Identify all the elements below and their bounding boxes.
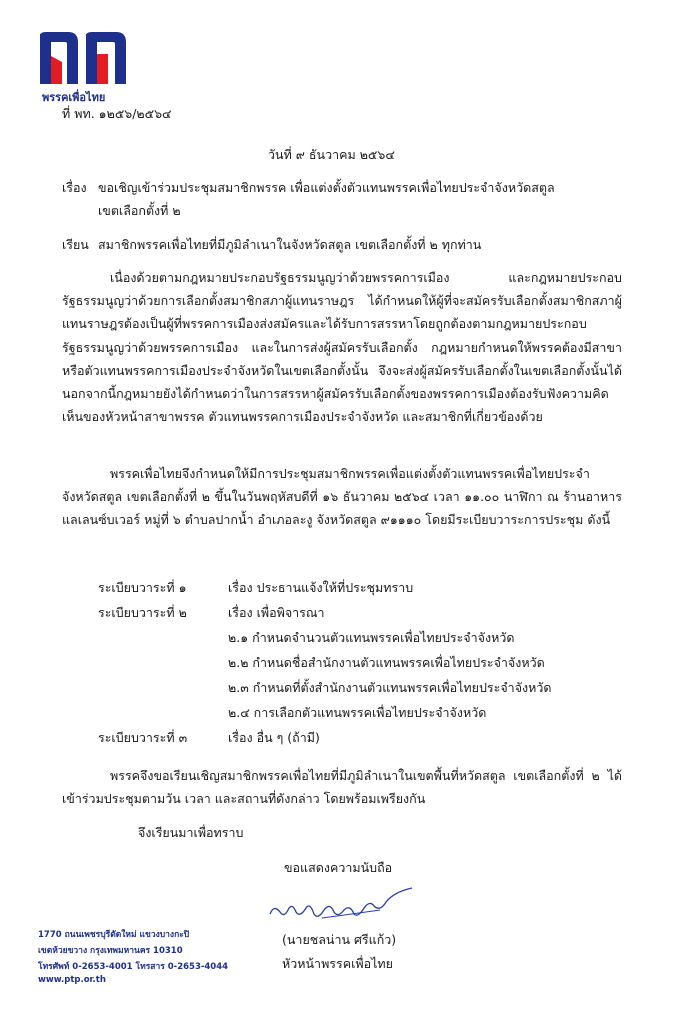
signature (262, 884, 422, 930)
letter-date: วันที่ ๙ ธันวาคม ๒๕๖๔ (268, 147, 395, 162)
agenda-item-2: เรื่อง เพื่อพิจารณา (228, 605, 325, 620)
subject-line-2: เขตเลือกตั้งที่ ๒ (98, 203, 181, 218)
body-paragraph-3: พรรคจึงขอเรียนเชิญสมาชิกพรรคเพื่อไทยที่มีภูมิลำเนาในเขตพื้นที่หวัดสตูล เขตเลือกตั้งที่ ๒ ได้เข้าร่วมประชุมตามวัน เวลา และสถานที่ดังกล่าว โดยพร้อมเพรียงกัน (62, 768, 622, 807)
sign-off: ขอแสดงความนับถือ (284, 860, 393, 875)
signatory-title: หัวหน้าพรรคเพื่อไทย (282, 956, 393, 971)
party-logo (38, 30, 130, 88)
recipient-label: เรียน (62, 237, 89, 252)
party-logo-icon (38, 30, 130, 88)
body-paragraph-2: พรรคเพื่อไทยจึงกำหนดให้มีการประชุมสมาชิกพรรคเพื่อแต่งตั้งตัวแทนพรรคเพื่อไทยประจำจังหวัดสตูล เขตเลือกตั้งที่ ๒ ขึ้นในวันพฤหัสบดีที่ ๑๖ ธันวาคม ๒๕๖๔ เวลา ๑๑.๐๐ นาฬิกา ณ ร้านอาหาร แลเลนซ์บเวอร์ หมู่ที่ ๖ ตำบลปากน้ำ อำเภอละงู จังหวัดสตูล ๙๑๑๑๐ โดยมีระเบียบวาระการประชุม ดังนี้ (62, 466, 622, 528)
agenda-item-3: เรื่อง อื่น ๆ (ถ้ามี) (228, 730, 320, 745)
subject-line-1: ขอเชิญเข้าร่วมประชุมสมาชิกพรรค เพื่อแต่งตั้งตัวแทนพรรคเพื่อไทยประจำจังหวัดสตูล (98, 180, 555, 195)
footer-address-1: 1770 ถนนเพชรบุรีตัดใหม่ แขวงบางกะปิ (38, 930, 190, 940)
footer-phone: โทรศัพท์ 0-2653-4001 โทรสาร 0-2653-4044 (38, 962, 229, 972)
agenda-subitem-2-2: ๒.๒ กำหนดชื่อสำนักงานตัวแทนพรรคเพื่อไทยประจำจังหวัด (228, 655, 545, 670)
footer-address-2: เขตห้วยขวาง กรุงเทพมหานคร 10310 (38, 946, 183, 956)
agenda-subitem-2-4: ๒.๔ การเลือกตัวแทนพรรคเพื่อไทยประจำจังหวัด (228, 705, 487, 720)
agenda-item-1: เรื่อง ประธานแจ้งให้ที่ประชุมทราบ (228, 580, 414, 595)
agenda-label-2: ระเบียบวาระที่ ๒ (98, 605, 187, 620)
footer-website: www.ptp.or.th (38, 975, 106, 985)
agenda-label-1: ระเบียบวาระที่ ๑ (98, 580, 187, 595)
signature-icon (262, 884, 422, 930)
closing-line: จึงเรียนมาเพื่อทราบ (138, 825, 244, 840)
signatory-name: (นายชลน่าน ศรีแก้ว) (282, 932, 397, 947)
party-name: พรรคเพื่อไทย (42, 91, 106, 104)
agenda-subitem-2-3: ๒.๓ กำหนดที่ตั้งสำนักงานตัวแทนพรรคเพื่อไทยประจำจังหวัด (228, 680, 552, 695)
subject-label: เรื่อง (62, 180, 87, 195)
reference-number: ที่ พท. ๑๒๕๖/๒๕๖๔ (62, 106, 172, 121)
body-paragraph-1: เนื่องด้วยตามกฎหมายประกอบรัฐธรรมนูญว่าด้วยพรรคการเมือง และกฎหมายประกอบรัฐธรรมนูญว่าด้วยการเลือกตั้งสมาชิกสภาผู้แทนราษฎร ได้กำหนดให้ผู้ที่จะสมัครรับเลือกตั้งสมาชิกสภาผู้แทนราษฎรต้องเป็นผู้ที่พรรคการเมืองส่งสมัครและได้รับการสรรหาโดยถูกต้องตามกฎหมายประกอบรัฐธรรมนูญว่าด้วยพรรคการเมือง และในการส่งผู้สมัครรับเลือกตั้ง กฎหมายกำหนดให้พรรคต้องมีสาขาหรือตัวแทนพรรคการเมืองประจำจังหวัดในเขตเลือกตั้งนั้น จึงจะส่งผู้สมัครรับเลือกตั้งในเขตเลือกตั้งนั้นได้ นอกจากนี้กฎหมายยังได้กำหนดว่าในการสรรหาผู้สมัครรับเลือกตั้งของพรรคการเมืองต้องรับฟังความคิดเห็นของหัวหน้าสาขาพรรค ตัวแทนพรรคการเมืองประจำจังหวัด และสมาชิกที่เกี่ยวข้องด้วย (62, 270, 622, 425)
agenda-subitem-2-1: ๒.๑ กำหนดจำนวนตัวแทนพรรคเพื่อไทยประจำจังหวัด (228, 630, 515, 645)
agenda-label-3: ระเบียบวาระที่ ๓ (98, 730, 188, 745)
recipient-text: สมาชิกพรรคเพื่อไทยที่มีภูมิลำเนาในจังหวัดสตูล เขตเลือกตั้งที่ ๒ ทุกท่าน (98, 237, 482, 252)
